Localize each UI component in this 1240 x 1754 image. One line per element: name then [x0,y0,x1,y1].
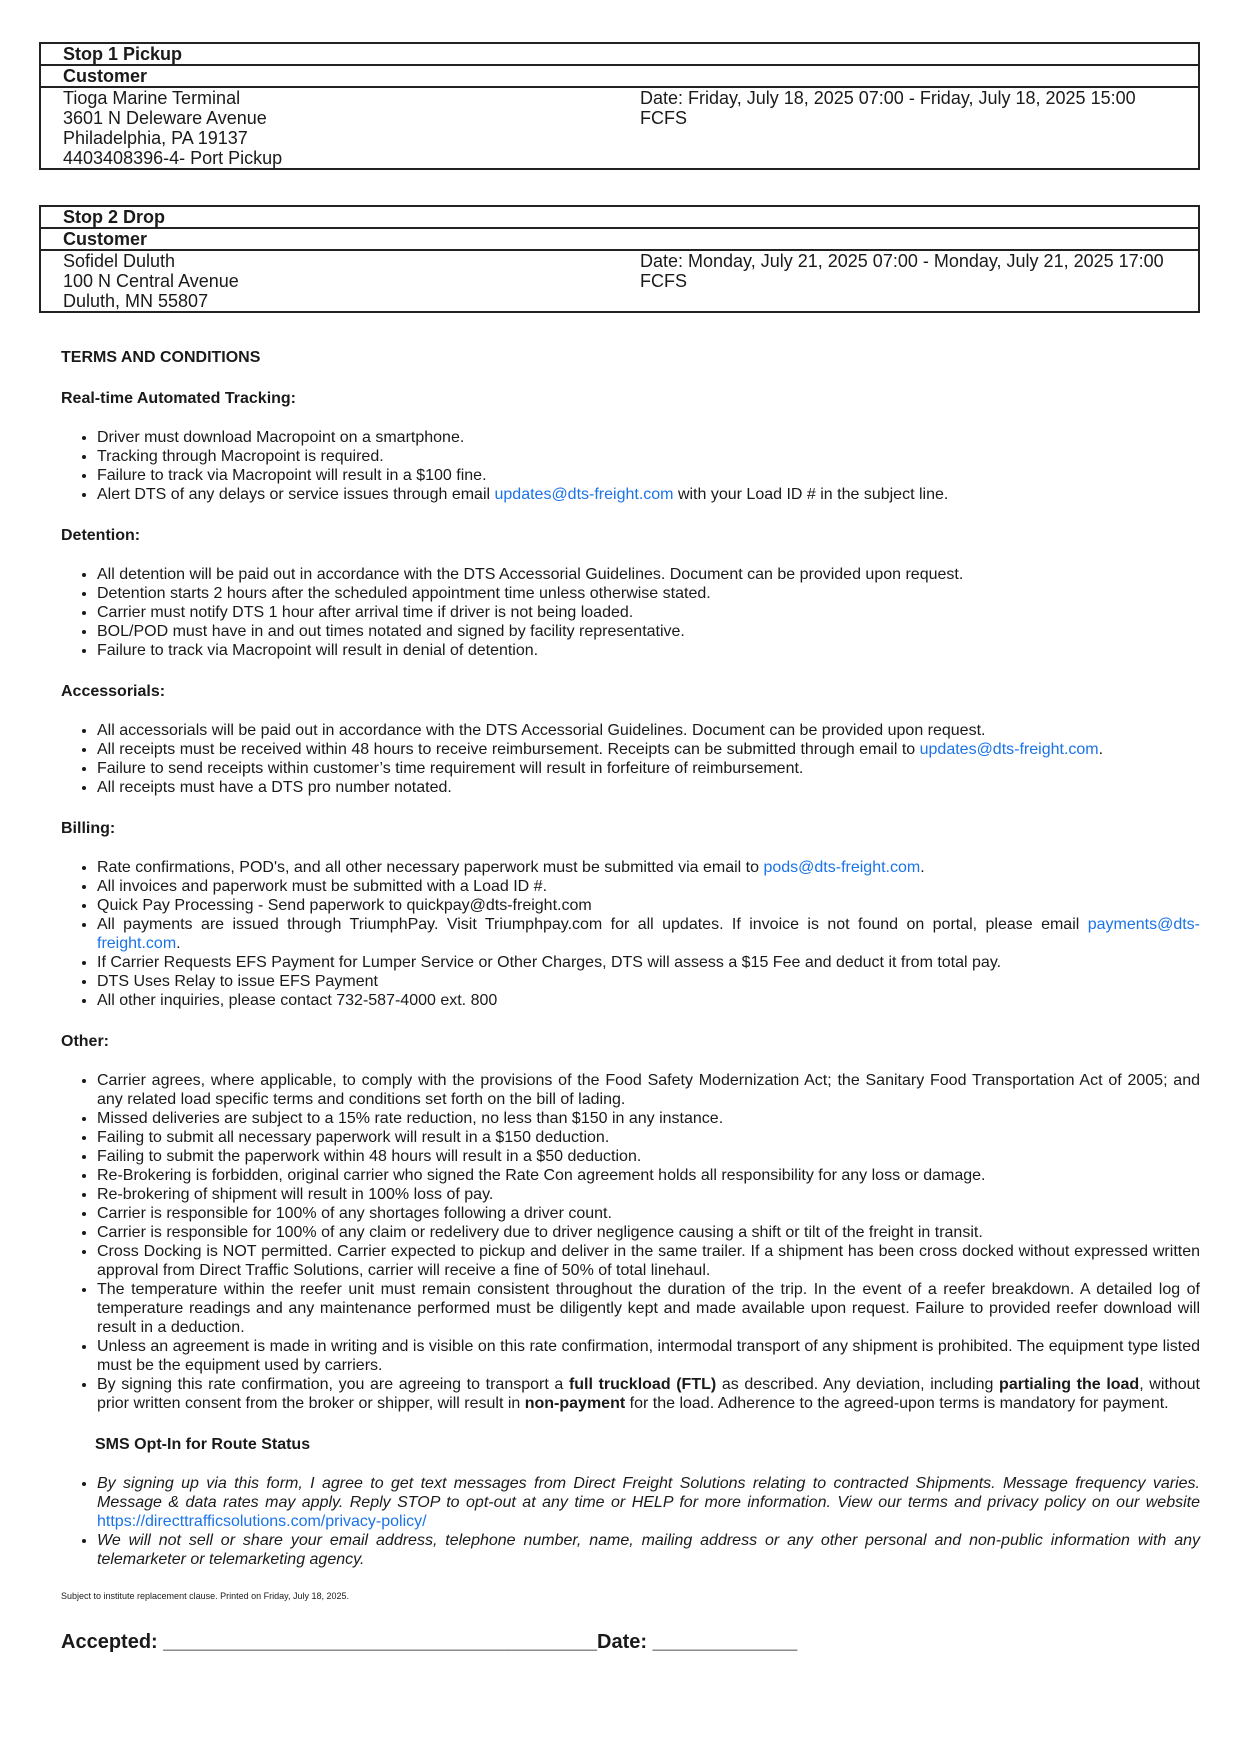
list-item: • Missed deliveries are subject to a 15% rate reduction, no less than $150 in any instance. [97,1109,1200,1128]
stop1-address-line: Philadelphia, PA 19137 [63,128,248,148]
detention-title: Detention: [61,527,141,544]
list-item [97,1375,1200,1413]
accessorials-list [39,721,1200,797]
list-item-text: as described. Any deviation, including [716,1376,1000,1393]
list-item-text: . [176,935,181,952]
list-item: • All other inquiries, please contact 732-587-4000 ext. 800 [97,991,1200,1010]
list-item [97,915,1200,953]
list-item: • BOL/POD must have in and out times notated and signed by facility representative. [97,622,1200,641]
list-item-text: All payments are issued through TriumphPay. Visit Triumphpay.com for all updates. If invoice is not found on portal, please email [97,916,1088,933]
email-link[interactable]: payments@dts-freight.com [97,916,1200,952]
emphasis-text: partialing the load [999,1376,1140,1393]
list-item-text: . [1098,741,1104,758]
stop1-date-line: FCFS [640,108,687,128]
list-item: • All receipts must have a DTS pro number notated. [97,778,1200,797]
stop1-address-line: 3601 N Deleware Avenue [63,108,267,128]
list-item: • All detention will be paid out in accordance with the DTS Accessorial Guidelines. Document can be provided upon request. [97,565,1200,584]
other-title: Other: [61,1033,109,1050]
emphasis-text: non-payment [524,1395,626,1412]
list-item: • Tracking through Macropoint is required. [97,447,1200,466]
accepted-signature-line: Accepted: _______________________________________Date: _____________ [61,1631,798,1653]
stop2-address-line: Duluth, MN 55807 [63,291,209,311]
stop2-address-line: Sofidel Duluth [63,251,176,271]
list-item-text: Rate confirmations, POD's, and all other necessary paperwork must be submitted via email to [97,859,764,876]
list-item: • Carrier is responsible for 100% of any shortages following a driver count. [97,1204,1200,1223]
privacy-policy-link[interactable]: https://directtrafficsolutions.com/privacy-policy/ [97,1513,427,1530]
list-item: • Re-brokering of shipment will result in 100% loss of pay. [97,1185,1200,1204]
list-item: • Failure to track via Macropoint will result in denial of detention. [97,641,1200,660]
list-item-text: By signing this rate confirmation, you are agreeing to transport a [97,1376,569,1393]
rate-confirmation-page [39,42,1200,1654]
stop2-date [640,251,1198,311]
stop2-date-line: Date: Monday, July 21, 2025 07:00 - Monday, July 21, 2025 17:00 [640,251,1164,271]
stop2-date-line: FCFS [640,271,687,291]
detention-list [39,565,1200,660]
list-item: • Driver must download Macropoint on a smartphone. [97,428,1200,447]
other-list [39,1071,1200,1413]
list-item-text: By signing up via this form, I agree to get text messages from Direct Freight Solutions relating to contracted Shipments. Message frequency varies. Message & data rates may apply. Reply STOP to opt-out at any time or HELP for more information. View our terms and privacy policy on our website [97,1475,1200,1511]
tracking-list [39,428,1200,504]
stop1-customer-label: Customer [41,66,1198,88]
list-item-text: , without prior written consent from the broker or shipper, will result in [97,1376,1200,1412]
list-item-text: Alert DTS of any delays or service issues through email [97,486,495,503]
list-item [97,740,1200,759]
list-item: • All accessorials will be paid out in accordance with the DTS Accessorial Guidelines. Document can be provided upon request. [97,721,1200,740]
billing-title: Billing: [61,820,116,837]
stop1-date [640,88,1198,168]
list-item-text: All receipts must be received within 48 hours to receive reimbursement. Receipts can be submitted through email to [97,741,920,758]
list-item [97,485,1200,504]
billing-list [39,858,1200,1010]
list-item: • We will not sell or share your email address, telephone number, name, mailing address or any other personal and non-public information with any telemarketer or telemarketing agency. [97,1531,1200,1569]
list-item: • Carrier must notify DTS 1 hour after arrival time if driver is not being loaded. [97,603,1200,622]
tracking-title: Real-time Automated Tracking: [61,390,297,407]
accessorials-title: Accessorials: [61,683,166,700]
stop2-customer-label: Customer [41,229,1198,251]
stop2-box [39,205,1200,313]
list-item: • Carrier is responsible for 100% of any claim or redelivery due to driver negligence causing a shift or tilt of the freight in transit. [97,1223,1200,1242]
list-item: • Failing to submit the paperwork within 48 hours will result in a $50 deduction. [97,1147,1200,1166]
list-item: • All invoices and paperwork must be submitted with a Load ID #. [97,877,1200,896]
email-link[interactable]: updates@dts-freight.com [919,741,1099,758]
list-item: • Detention starts 2 hours after the scheduled appointment time unless otherwise stated. [97,584,1200,603]
footnote: Subject to institute replacement clause. Printed on Friday, July 18, 2025. [61,1591,349,1601]
stop1-date-line: Date: Friday, July 18, 2025 07:00 - Friday, July 18, 2025 15:00 [640,88,1136,108]
list-item: • Failure to send receipts within customer’s time requirement will result in forfeiture of reimbursement. [97,759,1200,778]
stop1-address-line: Tioga Marine Terminal [63,88,241,108]
list-item: • Unless an agreement is made in writing and is visible on this rate confirmation, intermodal transport of any shipment is prohibited. The equipment type listed must be the equipment used by carriers. [97,1337,1200,1375]
list-item-text: . [920,859,925,876]
stop1-address [41,88,640,168]
list-item [97,1474,1200,1531]
list-item: • If Carrier Requests EFS Payment for Lumper Service or Other Charges, DTS will assess a $15 Fee and deduct it from total pay. [97,953,1200,972]
sms-list [39,1474,1200,1569]
stop1-box [39,42,1200,170]
list-item: • Re-Brokering is forbidden, original carrier who signed the Rate Con agreement holds all responsibility for any loss or damage. [97,1166,1200,1185]
list-item: • The temperature within the reefer unit must remain consistent throughout the duration of the trip. In the event of a reefer breakdown. A detailed log of temperature readings and any maintenance performed must be diligently kept and made available upon request. Failure to provided reefer download will result in a deduction. [97,1280,1200,1337]
sms-section [39,1474,1200,1569]
email-link[interactable]: pods@dts-freight.com [763,859,921,876]
list-item: • Quick Pay Processing - Send paperwork to quickpay@dts-freight.com [97,896,1200,915]
list-item: • Carrier agrees, where applicable, to comply with the provisions of the Food Safety Modernization Act; the Sanitary Food Transportation Act of 2005; and any related load specific terms and conditions set forth on the bill of lading. [97,1071,1200,1109]
list-item-text: for the load. Adherence to the agreed-upon terms is mandatory for payment. [625,1395,1169,1412]
list-item: • Failure to track via Macropoint will result in a $100 fine. [97,466,1200,485]
list-item-text: with your Load ID # in the subject line. [673,486,949,503]
stop2-header: Stop 2 Drop [41,207,1198,229]
stop1-header: Stop 1 Pickup [41,44,1198,66]
list-item: • DTS Uses Relay to issue EFS Payment [97,972,1200,991]
stop1-address-line: 4403408396-4- Port Pickup [63,148,283,168]
email-link[interactable]: updates@dts-freight.com [494,486,674,503]
stop2-address-line: 100 N Central Avenue [63,271,239,291]
list-item: • Cross Docking is NOT permitted. Carrier expected to pickup and deliver in the same trailer. If a shipment has been cross docked without expressed written approval from Direct Traffic Solutions, carrier will receive a fine of 50% of total linehaul. [97,1242,1200,1280]
stop2-address [41,251,640,311]
list-item [97,858,1200,877]
sms-title: SMS Opt-In for Route Status [95,1436,311,1453]
terms-title: TERMS AND CONDITIONS [61,349,261,366]
list-item: • Failing to submit all necessary paperwork will result in a $150 deduction. [97,1128,1200,1147]
emphasis-text: full truckload (FTL) [568,1376,717,1393]
